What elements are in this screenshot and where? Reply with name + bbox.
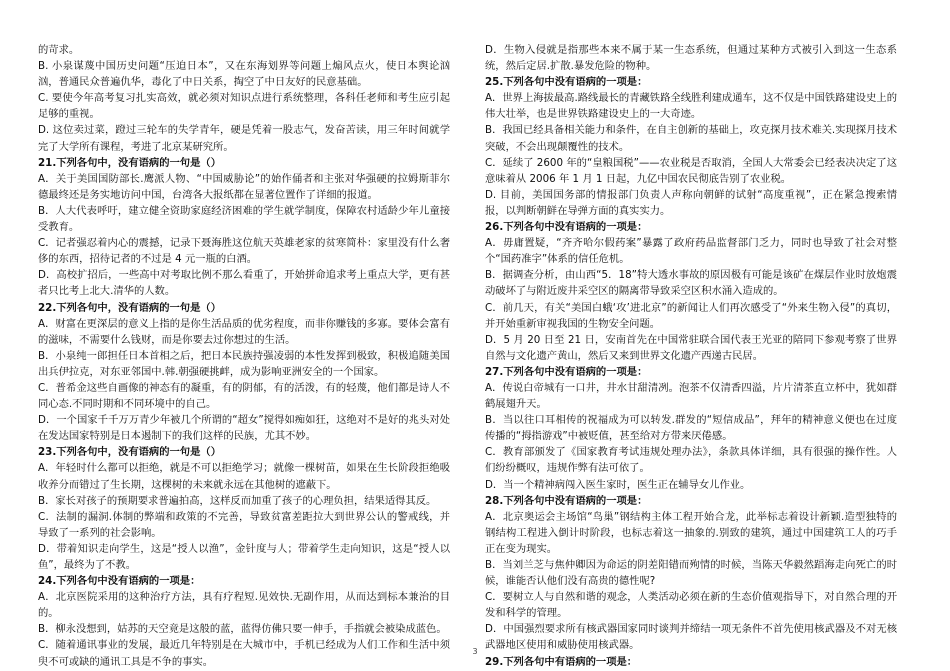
answer-option: A．北京医院采用的这种治疗方法，具有疗程短.见效快.无副作用，从而达到标本兼治的目的。 <box>38 591 450 620</box>
answer-option: C．法制的漏洞.体制的弊端和政策的不完善，导致贫富差距拉大到世界公认的警戒线，并导致了一系列的社会影响。 <box>38 510 450 539</box>
answer-option: D. 目前，美国国务部的情报部门负责人声称向朝鲜的试射“高度重视”，正在紧急搜索情报，以判断朝鲜在导弹方面的真实实力。 <box>485 188 897 217</box>
answer-option: C．要树立人与自然和谐的观念，人类活动必须在新的生态价值观指导下，对自然合理的开发和科学的管理。 <box>485 591 897 620</box>
question-stem: 27.下列各句中没有语病的一项是： <box>485 365 648 378</box>
left-column <box>38 42 450 670</box>
answer-option: D．高校扩招后，一些高中对考取比例不那么看重了，开始拼命追求考上重点大学，更有甚者只比考上北大.清华的人数。 <box>38 269 450 298</box>
answer-option: D．生物入侵就是指那些本来不属于某一生态系统，但通过某种方式被引入到这一生态系统，然后定居.扩散.暴发危险的物种。 <box>485 44 897 73</box>
answer-option: D. 这位卖过菜，蹬过三轮车的失学青年，硬是凭着一股志气，发奋苦读，用三年时间就学完了大学所有课程，考进了北京某研究所。 <box>38 124 450 153</box>
page-number: 3 <box>472 647 478 656</box>
question-stem: 21.下列各句中，没有语病的一句是（） <box>38 156 221 169</box>
question-stem: 29.下列各句中有语病的一项是： <box>485 655 638 668</box>
answer-option: A．财富在更深层的意义上指的是你生活品质的优劣程度，而非你赚钱的多寡。要体会富有的滋味，不需要什么钱财，而是你要去过你想过的生活。 <box>38 317 450 346</box>
answer-option: B. 小泉谋蔑中国历史问题“压迫日本”，又在东海划界等问题上煽风点火，使日本舆论汹汹，普通民众普遍仇华，毒化了中日关系，掏空了中日友好的民意基础。 <box>38 60 450 89</box>
question-stem: 26.下列各句中没有语病的一项是： <box>485 221 648 234</box>
answer-option: B．家长对孩子的预期要求普遍拍高，这样反而加重了孩子的心理负担，结果适得其反。 <box>38 494 437 507</box>
question-stem: 28.下列各句中没有语病的一项是： <box>485 494 648 507</box>
answer-option: C．普希金这些自画像的神态有的凝重，有的阴郁，有的活泼，有的轻蔑，他们都是诗人不同心态.不同时期和不同环境中的自己。 <box>38 381 450 411</box>
answer-option: B．小泉纯一郎担任日本首相之后，把日本民族持强凌弱的本性发挥到极致，积极追随美国出兵伊拉克，对东亚邻国中.韩.朝强硬挑衅，成为影响亚洲安全的一个国家。 <box>38 349 450 378</box>
answer-option: A．关于美国国防部长.鹰派人物、“中国威胁论”的始作俑者和主张对华强硬的拉姆斯菲尔德最终还是务实地访问中国，台湾各大报纸都在显著位置作了详细的报道。 <box>38 172 450 201</box>
question-stem: 22.下列各句中，没有语病的一句是（） <box>38 301 221 314</box>
answer-option: B．当以往口耳相传的祝福成为可以转发.群发的“短信成品”，拜年的精神意义便也在过度传播的“拇指游戏”中被贬值，甚至给对方带来厌倦感。 <box>485 414 897 443</box>
answer-option: C．延续了 2600 年的“皇粮国税”——农业税是否取消，全国人大常委会已经表决决定了这意味着从 2006 年 1 月 1 日起，九亿中国农民彻底告别了农业税。 <box>485 156 897 185</box>
answer-option: B．柳永没想到，姑苏的天空竟是这般的蓝，蓝得仿佛只要一伸手，手指就会被染成蓝色。 <box>38 623 447 636</box>
answer-option: D．当一个精神病闯入医生家时，医生正在辅导女儿作业。 <box>485 478 751 491</box>
answer-option: B．据调查分析，由山西“5．18”特大透水事故的原因极有可能是该矿在煤层作业时放炮震动破坏了与附近废井采空区的隔离带导致采空区积水涌入造成的。 <box>485 269 897 298</box>
right-column <box>485 42 897 670</box>
answer-option: A．毋庸置疑，“齐齐哈尔假药案”暴露了政府药品监督部门乏力，同时也导致了社会对整个“国药准字”体系的信任危机。 <box>485 237 897 266</box>
question-stem: 23.下列各句中，没有语病的一句是（） <box>38 446 221 459</box>
answer-option: D．5 月 20 日至 21 日，安南首先在中国常驻联合国代表王光亚的陪同下参观考察了世界自然与文化遗产黄山，然后又来到世界文化遗产西递古民居。 <box>485 333 897 362</box>
answer-option: A．世界上海拔最高.路线最长的青藏铁路全线胜利建成通车，这不仅是中国铁路建设史上的伟大壮举，也是世界铁路建设史上的一大奇迹。 <box>485 92 897 121</box>
answer-option: C．教育部颁发了《国家教育考试违规处理办法》，条款具体详细，具有很强的操作性。人们纷纷概叹，违规作弊有法可依了。 <box>485 446 897 475</box>
answer-option: B．我国已经具备相关能力和条件，在自主创新的基础上，攻克探月技术难关.实现探月技术突破，不会出现颠覆性的技术。 <box>485 124 897 153</box>
answer-option: C. 要使今年高考复习扎实高效，就必须对知识点进行系统整理，各科任老师和考生应引起足够的重视。 <box>38 92 450 121</box>
answer-option: A．年轻时什么都可以拒绝，就是不可以拒绝学习；就像一棵树苗，如果在生长阶段拒绝吸收养分而错过了生长期，这棵树的未来就永远在其他树的遮蔽下。 <box>38 462 450 491</box>
answer-option: C．前几天，有关“美国白蛾‘攻’进北京”的新闻让人们再次感受了“外来生物入侵”的真切，并开始重新审视我国的生物安全问题。 <box>485 301 897 330</box>
answer-option: C．记者强忍着内心的震撼，记录下聂海胜这位航天英雄老家的贫寒简朴：家里没有什么奢侈的东西，招待记者的不过是 4 元一瓶的白酒。 <box>38 237 450 266</box>
answer-option: 的苛求。 <box>38 44 80 56</box>
answer-option: D．带着知识走向学生，这是“授人以渔”，金针度与人；带着学生走向知识，这是“授人以鱼”，最终为了不教。 <box>38 542 450 571</box>
answer-option: A．传说白帝城有一口井，井水甘甜清冽。泡茶不仅清香四溢，片片清茶直立杯中，犹如群鹤展翅升天。 <box>485 381 897 411</box>
question-stem: 24.下列各句中没有语病的一项是： <box>38 575 201 588</box>
answer-option: D．中国强烈要求所有核武器国家同时谈判并缔结一项无条件不首先使用核武器及不对无核武器地区使用和威胁使用核武器。 <box>485 623 897 652</box>
answer-option: D．一个国家千千万万青少年被几个所谓的“超女”搅得如痴如狂，这绝对不是好的兆头对处在发达国家特别是日本遏制下的我们这样的民族，尤其不妙。 <box>38 414 450 443</box>
answer-option: C．随着通讯事业的发展，最近几年特别是在大城市中，手机已经成为人们工作和生活中须臾不可或缺的通讯工具是不争的事实。 <box>38 639 450 668</box>
answer-option: B．人大代表呼吁，建立健全资助家庭经济困难的学生就学制度，保障农村适龄少年儿童接受教育。 <box>38 204 450 234</box>
answer-option: A．北京奥运会主场馆“鸟巢”钢结构主体工程开始合龙，此举标志着设计新颖.造型独特的钢结构工程进入倒计时阶段，也标志着这一抽象的.别致的建筑，通过中国建筑工人的巧手正在变为现实。 <box>485 510 897 555</box>
answer-option: B．当刘兰芝与焦仲卿因为命运的阴差阳错而殉情的时候，当陈天华毅然蹈海走向死亡的时候，谁能否认他们没有高贵的德性呢? <box>485 559 897 588</box>
question-stem: 25.下列各句中没有语病的一项是： <box>485 76 648 89</box>
